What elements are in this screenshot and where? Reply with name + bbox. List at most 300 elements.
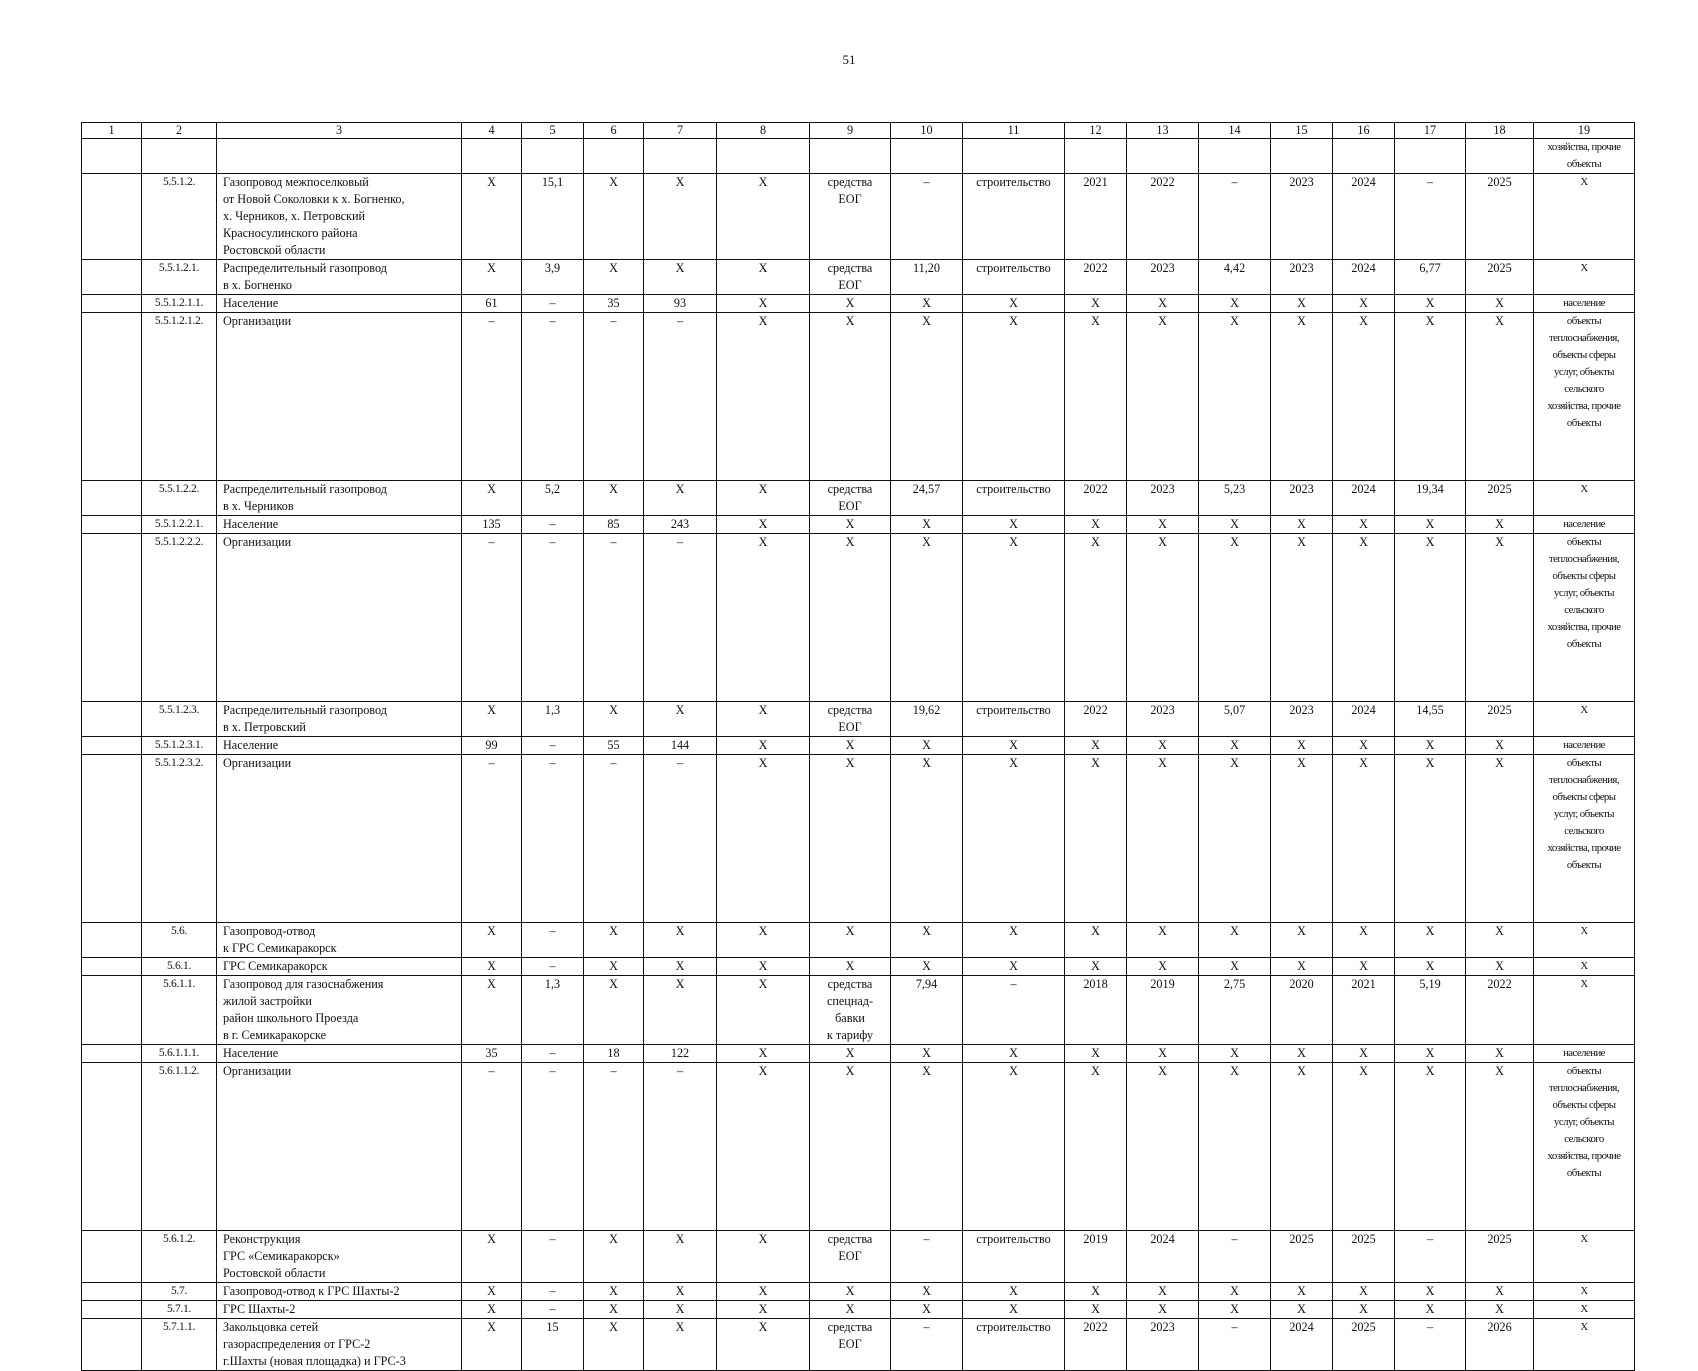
value-cell: X [963, 755, 1065, 923]
item-code-cell: 5.7. [142, 1283, 217, 1301]
table-row [82, 702, 1635, 737]
value-cell: 7,94 [891, 976, 963, 1045]
value-cell: X [1271, 755, 1333, 923]
value-cell: X [1065, 1045, 1127, 1063]
value-cell: X [1466, 1283, 1534, 1301]
value-cell [584, 139, 644, 174]
value-cell: X [1395, 923, 1466, 958]
value-cell: X [1466, 923, 1534, 958]
value-cell: X [717, 174, 810, 260]
value-cell: X [1271, 1283, 1333, 1301]
value-cell: X [1199, 958, 1271, 976]
value-cell: X [584, 702, 644, 737]
value-cell: 243 [644, 516, 717, 534]
header-row [82, 123, 1635, 139]
column-header: 9 [810, 123, 891, 139]
category-cell: объекты теплоснабжения, объекты сферы услуг, объекты сельского хозяйства, прочие объекты [1534, 534, 1635, 702]
value-cell: 2024 [1333, 702, 1395, 737]
value-cell: 2024 [1271, 1319, 1333, 1371]
item-name-cell: Газопровод для газоснабжения жилой застройки район школьного Проезда в г. Семикаракорске [217, 976, 462, 1045]
item-name-cell: Распределительный газопровод в х. Черников [217, 481, 462, 516]
value-cell: X [810, 1063, 891, 1231]
value-cell: X [1466, 516, 1534, 534]
value-cell: X [1395, 958, 1466, 976]
value-cell: X [1199, 1063, 1271, 1231]
category-cell: объекты теплоснабжения, объекты сферы услуг, объекты сельского хозяйства, прочие объекты [1534, 755, 1635, 923]
item-code-cell: 5.5.1.2. [142, 174, 217, 260]
value-cell: средства ЕОГ [810, 1319, 891, 1371]
value-cell: X [644, 1231, 717, 1283]
item-code-cell: 5.5.1.2.1. [142, 260, 217, 295]
category-cell: X [1534, 174, 1635, 260]
category-cell: X [1534, 1283, 1635, 1301]
value-cell: X [1127, 516, 1199, 534]
table-row [82, 1063, 1635, 1231]
value-cell: X [1333, 755, 1395, 923]
value-cell: 35 [462, 1045, 522, 1063]
value-cell: X [963, 1045, 1065, 1063]
value-cell: 5,19 [1395, 976, 1466, 1045]
value-cell: X [717, 702, 810, 737]
value-cell: – [1395, 174, 1466, 260]
value-cell: 15 [522, 1319, 584, 1371]
item-name-cell: Организации [217, 755, 462, 923]
value-cell: строительство [963, 702, 1065, 737]
value-cell: X [644, 481, 717, 516]
item-name-cell: Газопровод-отвод к ГРС Шахты-2 [217, 1283, 462, 1301]
value-cell: 2025 [1466, 1231, 1534, 1283]
value-cell: – [584, 313, 644, 481]
value-cell: X [1127, 755, 1199, 923]
table-body [82, 139, 1635, 1371]
item-name-cell: Население [217, 737, 462, 755]
value-cell: X [1395, 534, 1466, 702]
value-cell: X [1065, 923, 1127, 958]
table-row [82, 1231, 1635, 1283]
item-code-cell: 5.5.1.2.1.1. [142, 295, 217, 313]
value-cell: X [1395, 516, 1466, 534]
value-cell: – [644, 1063, 717, 1231]
category-cell: население [1534, 737, 1635, 755]
value-cell: – [1199, 1231, 1271, 1283]
value-cell: X [1271, 295, 1333, 313]
column-header: 6 [584, 123, 644, 139]
item-name-cell: Население [217, 516, 462, 534]
value-cell: X [1333, 1063, 1395, 1231]
value-cell: X [584, 481, 644, 516]
value-cell: X [644, 958, 717, 976]
value-cell: X [1395, 1045, 1466, 1063]
item-code-cell: 5.5.1.2.2.1. [142, 516, 217, 534]
value-cell: X [891, 534, 963, 702]
column-header: 17 [1395, 123, 1466, 139]
value-cell: 2025 [1333, 1231, 1395, 1283]
item-name-cell: Закольцовка сетей газораспределения от ГРС-2 г.Шахты (новая площадка) и ГРС-3 [217, 1319, 462, 1371]
value-cell [82, 923, 142, 958]
item-name-cell: Организации [217, 313, 462, 481]
item-code-cell: 5.6. [142, 923, 217, 958]
value-cell: – [644, 313, 717, 481]
value-cell: X [810, 1283, 891, 1301]
value-cell: X [644, 1301, 717, 1319]
value-cell: X [462, 174, 522, 260]
value-cell: 2024 [1333, 174, 1395, 260]
value-cell: X [462, 1283, 522, 1301]
category-cell: X [1534, 1231, 1635, 1283]
value-cell: X [1466, 1045, 1534, 1063]
value-cell: 5,2 [522, 481, 584, 516]
value-cell: X [717, 516, 810, 534]
value-cell: X [1271, 516, 1333, 534]
value-cell: X [810, 923, 891, 958]
value-cell: 1,3 [522, 702, 584, 737]
value-cell: 2023 [1127, 1319, 1199, 1371]
column-header: 7 [644, 123, 717, 139]
value-cell: X [1333, 958, 1395, 976]
value-cell [644, 139, 717, 174]
value-cell [82, 174, 142, 260]
value-cell: X [891, 1045, 963, 1063]
item-code-cell: 5.5.1.2.2.2. [142, 534, 217, 702]
value-cell: X [1466, 755, 1534, 923]
value-cell: X [717, 1045, 810, 1063]
table-row [82, 755, 1635, 923]
column-header: 8 [717, 123, 810, 139]
value-cell: X [1127, 923, 1199, 958]
value-cell: X [810, 1045, 891, 1063]
category-cell: население [1534, 516, 1635, 534]
value-cell: – [1395, 1319, 1466, 1371]
value-cell: 2022 [1466, 976, 1534, 1045]
value-cell: – [644, 755, 717, 923]
value-cell: 2019 [1065, 1231, 1127, 1283]
value-cell: 15,1 [522, 174, 584, 260]
value-cell: 2025 [1466, 174, 1534, 260]
value-cell [82, 755, 142, 923]
value-cell [1395, 139, 1466, 174]
category-cell: X [1534, 923, 1635, 958]
value-cell: X [717, 923, 810, 958]
value-cell: 144 [644, 737, 717, 755]
value-cell: X [1199, 1283, 1271, 1301]
value-cell: X [891, 1301, 963, 1319]
value-cell: 2023 [1271, 702, 1333, 737]
item-code-cell: 5.5.1.2.3. [142, 702, 217, 737]
value-cell: 2023 [1127, 481, 1199, 516]
value-cell: X [1199, 295, 1271, 313]
value-cell: 2022 [1065, 260, 1127, 295]
value-cell: 2025 [1466, 702, 1534, 737]
category-cell: население [1534, 1045, 1635, 1063]
value-cell: X [1065, 295, 1127, 313]
value-cell: X [717, 313, 810, 481]
value-cell: X [891, 1283, 963, 1301]
value-cell: X [1199, 737, 1271, 755]
category-cell: объекты теплоснабжения, объекты сферы услуг, объекты сельского хозяйства, прочие объекты [1534, 313, 1635, 481]
value-cell: X [584, 174, 644, 260]
column-header: 11 [963, 123, 1065, 139]
value-cell: X [1271, 1063, 1333, 1231]
value-cell: X [1127, 295, 1199, 313]
value-cell: строительство [963, 174, 1065, 260]
value-cell: – [522, 516, 584, 534]
value-cell: X [717, 260, 810, 295]
value-cell: X [963, 958, 1065, 976]
value-cell [82, 1301, 142, 1319]
value-cell [82, 260, 142, 295]
value-cell: X [717, 958, 810, 976]
value-cell: X [891, 755, 963, 923]
value-cell: X [1333, 295, 1395, 313]
value-cell [891, 139, 963, 174]
item-code-cell: 5.7.1. [142, 1301, 217, 1319]
value-cell: X [1395, 755, 1466, 923]
value-cell: X [1065, 1283, 1127, 1301]
value-cell: 135 [462, 516, 522, 534]
value-cell: 6,77 [1395, 260, 1466, 295]
value-cell: 2025 [1333, 1319, 1395, 1371]
column-header: 13 [1127, 123, 1199, 139]
value-cell: строительство [963, 260, 1065, 295]
data-table [81, 122, 1635, 1371]
value-cell: 2023 [1271, 260, 1333, 295]
value-cell: 85 [584, 516, 644, 534]
value-cell: – [522, 534, 584, 702]
value-cell [82, 1045, 142, 1063]
value-cell [1199, 139, 1271, 174]
value-cell: X [1395, 1301, 1466, 1319]
value-cell: X [584, 923, 644, 958]
value-cell: 93 [644, 295, 717, 313]
value-cell [82, 139, 142, 174]
value-cell: X [1065, 313, 1127, 481]
item-code-cell: 5.6.1.1. [142, 976, 217, 1045]
category-cell: население [1534, 295, 1635, 313]
value-cell: 2023 [1127, 260, 1199, 295]
value-cell: X [891, 516, 963, 534]
value-cell: X [963, 1283, 1065, 1301]
item-name-cell: Население [217, 295, 462, 313]
item-name-cell: Распределительный газопровод в х. Богненко [217, 260, 462, 295]
value-cell: X [1127, 737, 1199, 755]
column-header: 19 [1534, 123, 1635, 139]
item-code-cell: 5.5.1.2.2. [142, 481, 217, 516]
value-cell [82, 958, 142, 976]
value-cell: X [717, 481, 810, 516]
value-cell: X [810, 958, 891, 976]
value-cell: X [717, 534, 810, 702]
value-cell: 1,3 [522, 976, 584, 1045]
value-cell: X [963, 923, 1065, 958]
value-cell: – [644, 534, 717, 702]
value-cell: X [462, 923, 522, 958]
value-cell: X [891, 737, 963, 755]
value-cell: – [522, 295, 584, 313]
category-cell: X [1534, 1319, 1635, 1371]
value-cell: X [891, 313, 963, 481]
value-cell: X [1333, 1283, 1395, 1301]
value-cell: X [891, 295, 963, 313]
value-cell: X [1333, 313, 1395, 481]
value-cell: X [1395, 737, 1466, 755]
category-cell: X [1534, 1301, 1635, 1319]
value-cell [1271, 139, 1333, 174]
value-cell: X [891, 958, 963, 976]
table-row [82, 1283, 1635, 1301]
value-cell: строительство [963, 1319, 1065, 1371]
value-cell: X [963, 1301, 1065, 1319]
value-cell: X [1466, 295, 1534, 313]
value-cell: X [810, 1301, 891, 1319]
value-cell: – [584, 755, 644, 923]
item-name-cell [217, 139, 462, 174]
value-cell: X [1466, 1063, 1534, 1231]
value-cell: X [1466, 1301, 1534, 1319]
category-cell: X [1534, 260, 1635, 295]
value-cell [82, 534, 142, 702]
value-cell: X [810, 534, 891, 702]
value-cell [82, 702, 142, 737]
table-row [82, 174, 1635, 260]
value-cell [82, 976, 142, 1045]
value-cell: 2025 [1466, 260, 1534, 295]
value-cell: 2023 [1271, 481, 1333, 516]
table-row [82, 139, 1635, 174]
value-cell [82, 481, 142, 516]
value-cell: X [1127, 1283, 1199, 1301]
value-cell: – [1395, 1231, 1466, 1283]
value-cell: X [717, 1231, 810, 1283]
value-cell: – [522, 958, 584, 976]
value-cell: 2023 [1271, 174, 1333, 260]
value-cell [82, 516, 142, 534]
value-cell: средства ЕОГ [810, 174, 891, 260]
value-cell: X [1127, 313, 1199, 481]
value-cell: X [1065, 1301, 1127, 1319]
value-cell: X [1395, 295, 1466, 313]
value-cell: 2022 [1065, 702, 1127, 737]
value-cell: X [1271, 1301, 1333, 1319]
table-row [82, 534, 1635, 702]
table-row [82, 958, 1635, 976]
value-cell: X [1199, 923, 1271, 958]
value-cell: 99 [462, 737, 522, 755]
value-cell: X [462, 1301, 522, 1319]
value-cell: X [1466, 313, 1534, 481]
value-cell: X [1065, 1063, 1127, 1231]
column-header: 3 [217, 123, 462, 139]
value-cell: 2024 [1127, 1231, 1199, 1283]
value-cell: X [1199, 755, 1271, 923]
table-row [82, 976, 1635, 1045]
value-cell: X [462, 958, 522, 976]
value-cell: 2022 [1065, 1319, 1127, 1371]
table-row [82, 313, 1635, 481]
value-cell: X [584, 976, 644, 1045]
value-cell: X [717, 1301, 810, 1319]
value-cell: 4,42 [1199, 260, 1271, 295]
value-cell: – [522, 923, 584, 958]
value-cell: X [963, 516, 1065, 534]
value-cell: X [963, 534, 1065, 702]
item-name-cell: Организации [217, 534, 462, 702]
value-cell [82, 1063, 142, 1231]
item-name-cell: Газопровод межпоселковый от Новой Соколовки к х. Богненко, х. Черников, х. Петровский Красносулинского района Ростовской области [217, 174, 462, 260]
item-name-cell: Газопровод-отвод к ГРС Семикаракорск [217, 923, 462, 958]
column-header: 2 [142, 123, 217, 139]
value-cell: – [1199, 174, 1271, 260]
value-cell: X [1199, 516, 1271, 534]
value-cell: – [522, 1283, 584, 1301]
value-cell: – [522, 1301, 584, 1319]
value-cell [82, 1231, 142, 1283]
value-cell: 122 [644, 1045, 717, 1063]
value-cell [82, 737, 142, 755]
value-cell: X [584, 958, 644, 976]
item-name-cell: Население [217, 1045, 462, 1063]
category-cell: X [1534, 976, 1635, 1045]
item-name-cell: ГРС Семикаракорск [217, 958, 462, 976]
value-cell: средства ЕОГ [810, 1231, 891, 1283]
value-cell: X [462, 1319, 522, 1371]
value-cell: 2022 [1127, 174, 1199, 260]
category-cell: X [1534, 702, 1635, 737]
item-code-cell: 5.6.1.2. [142, 1231, 217, 1283]
value-cell: X [1065, 534, 1127, 702]
value-cell: – [891, 1231, 963, 1283]
value-cell: X [1271, 958, 1333, 976]
item-code-cell: 5.5.1.2.3.2. [142, 755, 217, 923]
value-cell: 18 [584, 1045, 644, 1063]
category-cell: X [1534, 481, 1635, 516]
column-header: 10 [891, 123, 963, 139]
value-cell: X [1127, 1301, 1199, 1319]
value-cell: X [644, 260, 717, 295]
value-cell: 5,23 [1199, 481, 1271, 516]
value-cell: X [1127, 1063, 1199, 1231]
value-cell: X [717, 1319, 810, 1371]
table-row [82, 1045, 1635, 1063]
value-cell: X [584, 1283, 644, 1301]
value-cell: 2023 [1127, 702, 1199, 737]
value-cell [82, 1283, 142, 1301]
column-header: 4 [462, 123, 522, 139]
value-cell: X [1199, 313, 1271, 481]
item-code-cell: 5.6.1.1.2. [142, 1063, 217, 1231]
value-cell: 55 [584, 737, 644, 755]
value-cell: X [644, 702, 717, 737]
value-cell: X [1333, 516, 1395, 534]
value-cell: 24,57 [891, 481, 963, 516]
value-cell: средства ЕОГ [810, 702, 891, 737]
value-cell: – [891, 1319, 963, 1371]
value-cell [82, 313, 142, 481]
value-cell: X [963, 1063, 1065, 1231]
page-number: 51 [842, 52, 856, 67]
value-cell: 2026 [1466, 1319, 1534, 1371]
value-cell: 19,34 [1395, 481, 1466, 516]
value-cell: X [1271, 737, 1333, 755]
value-cell: X [963, 313, 1065, 481]
value-cell: – [584, 534, 644, 702]
value-cell: X [1333, 534, 1395, 702]
value-cell: 3,9 [522, 260, 584, 295]
item-code-cell: 5.7.1.1. [142, 1319, 217, 1371]
value-cell: X [644, 923, 717, 958]
table-row [82, 516, 1635, 534]
value-cell: X [891, 1063, 963, 1231]
value-cell [1333, 139, 1395, 174]
